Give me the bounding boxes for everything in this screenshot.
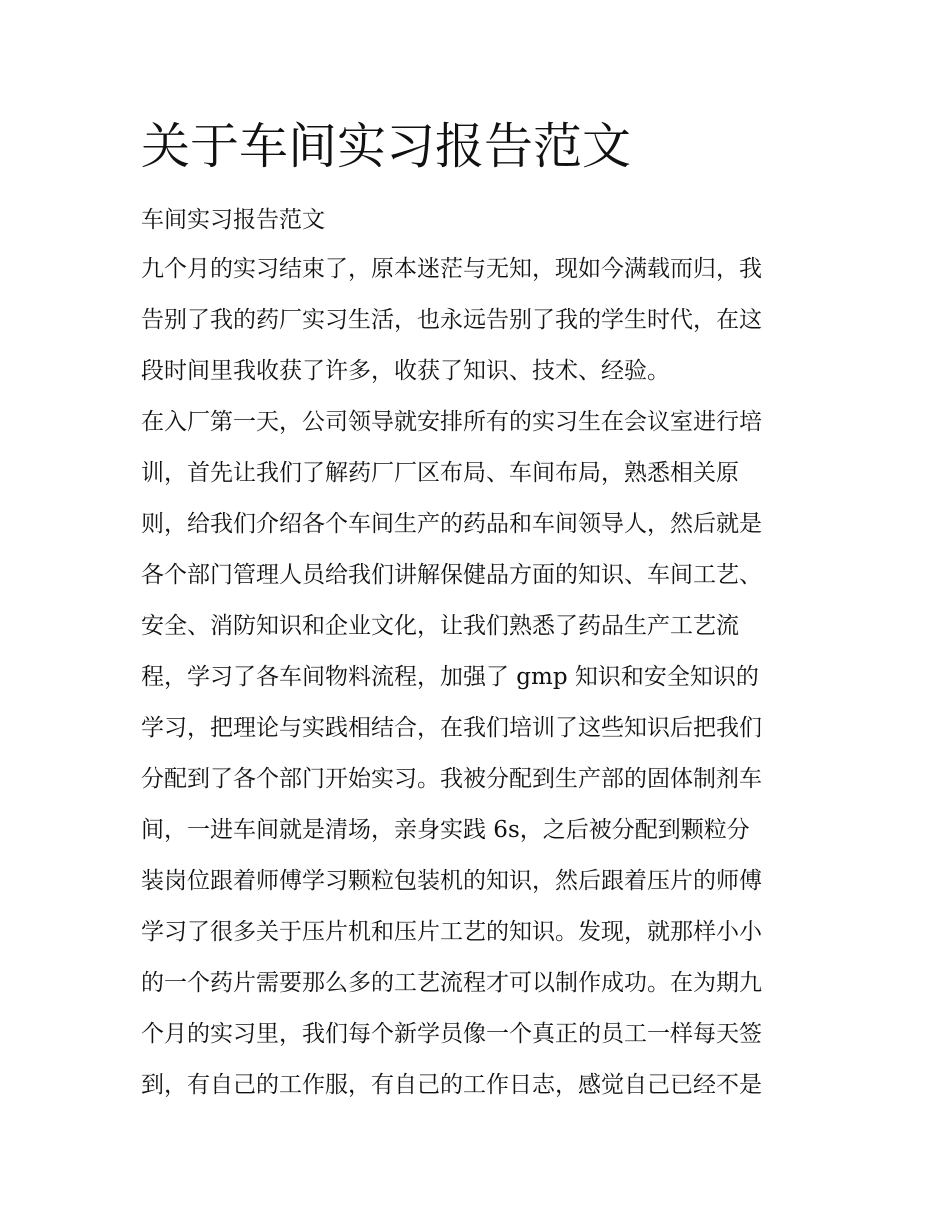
paragraph-line: 程，学习了各车间物料流程，加强了 gmp 知识和安全知识的 — [141, 664, 759, 690]
paragraph-1 — [141, 244, 813, 397]
paragraph-line: 训，首先让我们了解药厂厂区布局、车间布局，熟悉相关原 — [141, 460, 739, 486]
paragraph-line: 的一个药片需要那么多的工艺流程才可以制作成功。在为期九 — [141, 970, 762, 996]
paragraph-line: 个月的实习里，我们每个新学员像一个真正的员工一样每天签 — [141, 1021, 762, 1047]
document-title: 关于车间实习报告范文 — [141, 118, 632, 175]
paragraph-line: 各个部门管理人员给我们讲解保健品方面的知识、车间工艺、 — [141, 562, 762, 588]
paragraph-line: 装岗位跟着师傅学习颗粒包装机的知识，然后跟着压片的师傅 — [141, 868, 762, 894]
paragraph-line: 告别了我的药厂实习生活，也永远告别了我的学生时代，在这 — [141, 307, 762, 333]
paragraph-2 — [141, 397, 813, 1111]
paragraph-line: 九个月的实习结束了，原本迷茫与无知，现如今满载而归，我 — [141, 256, 762, 282]
paragraph-line: 在入厂第一天，公司领导就安排所有的实习生在会议室进行培 — [141, 409, 762, 435]
paragraph-line: 学习，把理论与实践相结合，在我们培训了这些知识后把我们 — [141, 715, 762, 741]
paragraph-line: 分配到了各个部门开始实习。我被分配到生产部的固体制剂车 — [141, 766, 762, 792]
paragraph-line: 安全、消防知识和企业文化，让我们熟悉了药品生产工艺流 — [141, 613, 739, 639]
document-body — [141, 112, 813, 1111]
paragraph-line: 段时间里我收获了许多，收获了知识、技术、经验。 — [141, 358, 670, 384]
paragraph-line: 则，给我们介绍各个车间生产的药品和车间领导人，然后就是 — [141, 511, 762, 537]
document-subtitle: 车间实习报告范文 — [141, 207, 325, 233]
paragraph-line: 学习了很多关于压片机和压片工艺的知识。发现，就那样小小 — [141, 919, 762, 945]
paragraph-line: 间，一进车间就是清场，亲身实践 6s，之后被分配到颗粒分 — [141, 817, 750, 843]
paragraph-line: 到，有自己的工作服，有自己的工作日志，感觉自己已经不是 — [141, 1072, 762, 1098]
